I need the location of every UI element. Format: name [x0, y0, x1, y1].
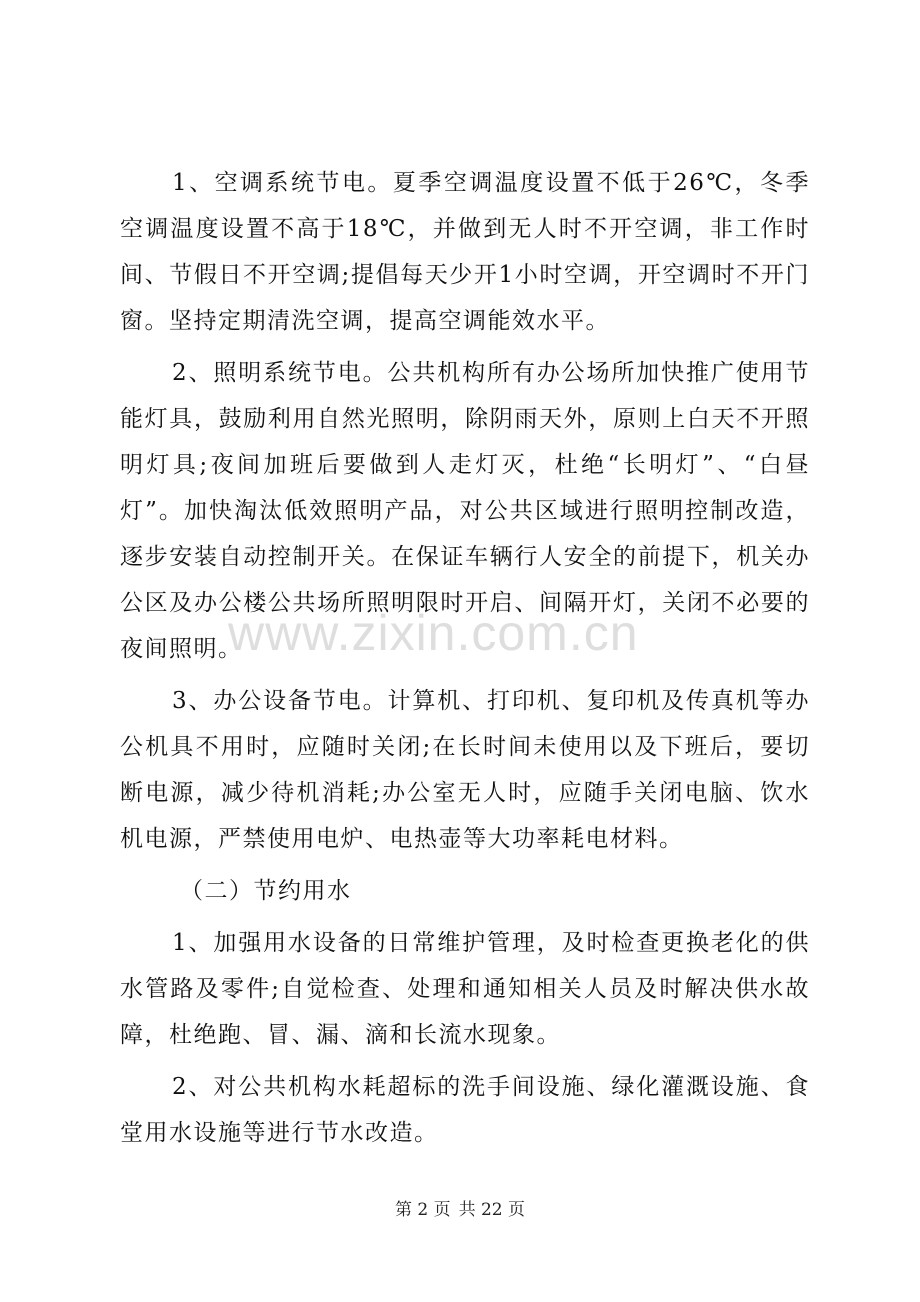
watermark-text: www.zixin.com.cn [228, 605, 639, 661]
paragraph-office-equipment-power-saving: 3、办公设备节电。计算机、打印机、复印机及传真机等办公机具不用时，应随时关闭;在长时间未使用以及下班后，要切断电源，减少待机消耗;办公室无人时，应随手关闭电脑、饮水机电源，严禁使用电炉、电热壶等大功率耗电材料。 [120, 688, 810, 852]
page-footer [0, 1198, 920, 1222]
document-body [120, 160, 810, 1162]
page-number-label: 第 2 页 [394, 1200, 451, 1220]
paragraph-lighting-power-saving: 2、照明系统节电。公共机构所有办公场所加快推广使用节能灯具，鼓励利用自然光照明，除阴雨天外，原则上白天不开照明灯具;夜间加班后要做到人走灯灭，杜绝“长明灯”、“白昼灯”。加快淘汰低效照明产品，对公共区域进行照明控制改造，逐步安装自动控制开关。在保证车辆行人安全的前提下，机关办公区及办公楼公共场所照明限时开启、间隔开灯，关闭不必要的夜间照明。 [120, 360, 810, 662]
section-heading-water-saving: （二）节约用水 [180, 878, 352, 904]
total-pages-label: 共 22 页 [458, 1200, 526, 1220]
paragraph-water-equipment-maintenance: 1、加强用水设备的日常维护管理，及时检查更换老化的供水管路及零件;自觉检查、处理和通知相关人员及时解决供水故障，杜绝跑、冒、漏、滴和长流水现象。 [120, 930, 810, 1048]
paragraph-water-saving-renovation: 2、对公共机构水耗超标的洗手间设施、绿化灌溉设施、食堂用水设施等进行节水改造。 [120, 1074, 810, 1146]
paragraph-ac-power-saving: 1、空调系统节电。夏季空调温度设置不低于26℃，冬季空调温度设置不高于18℃，并做到无人时不开空调，非工作时间、节假日不开空调;提倡每天少开1小时空调，开空调时不开门窗。坚持定期清洗空调，提高空调能效水平。 [120, 170, 810, 334]
